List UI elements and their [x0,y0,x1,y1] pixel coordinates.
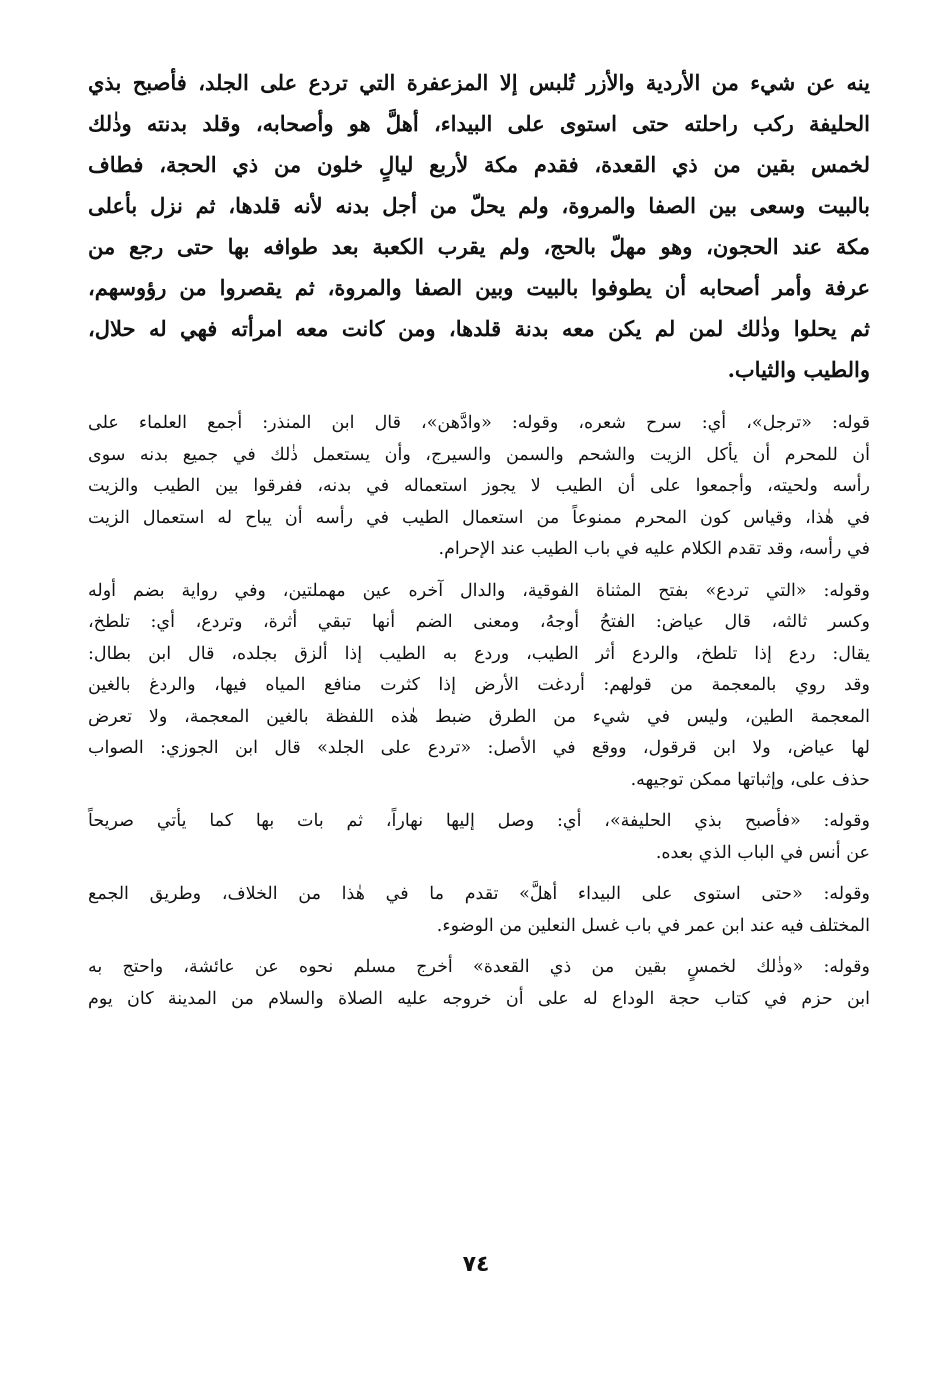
commentary-line: عن أنس في الباب الذي بعده. [655,842,870,863]
commentary-line: وقوله: «وذٰلك لخمسٍ بقين من ذي القعدة» أخرج مسلم نحوه عن عائشة، واحتج به [88,957,870,977]
commentary-paragraph [88,806,870,869]
commentary-paragraph [88,952,870,1015]
commentary-paragraph [88,408,870,566]
commentary-line: يقال: ردع إذا تلطخ، والردع أثر الطيب، وردع به الطيب إذا ألزق بجلده، قال ابن بطال: [88,643,870,664]
commentary-line: أن للمحرم أن يأكل الزيت والشحم والسمن والسيرج، وأن يستعمل ذٰلك في جميع بدنه سوى [88,444,870,465]
commentary-line: المختلف فيه عند ابن عمر في باب غسل النعلين من الوضوء. [436,915,870,936]
commentary-line: وقوله: «حتى استوى على البيداء أهلَّ» تقدم ما في هٰذا من الخلاف، وطريق الجمع [88,884,870,904]
hadith-line: مكة عند الحجون، وهو مهلّ بالحج، ولم يقرب الكعبة بعد طوافه بها حتى رجع من [88,234,870,259]
commentary-paragraph [88,879,870,942]
hadith-text [88,62,870,390]
hadith-line: الحليفة ركب راحلته حتى استوى على البيداء، أهلَّ هو وأصحابه، وقلد بدنته وذٰلك [88,111,870,136]
commentary-paragraph [88,576,870,797]
commentary-line: المعجمة الطين، وليس في شيء من الطرق ضبط هٰذه اللفظة بالغين المعجمة، ولا تعرض [88,706,870,727]
commentary-line: في رأسه، وقد تقدم الكلام عليه في باب الطيب عند الإحرام. [438,539,870,559]
commentary-line: رأسه ولحيته، وأجمعوا على أن الطيب لا يجوز استعماله في بدنه، ففرقوا بين الطيب والزيت [88,476,870,496]
commentary-line: حذف على، وإثباتها ممكن توجيهه. [630,769,870,790]
hadith-line: ينه عن شيء من الأردية والأزر تُلبس إلا المزعفرة التي تردع على الجلد، فأصبح بذي [88,70,870,95]
commentary-line: ابن حزم في كتاب حجة الوداع له على أن خروجه عليه الصلاة والسلام من المدينة كان يوم [88,988,870,1009]
hadith-line: لخمس بقين من ذي القعدة، فقدم مكة لأربع ليالٍ خلون من ذي الحجة، فطاف [88,152,870,177]
hadith-line: ثم يحلوا وذٰلك لمن لم يكن معه بدنة قلدها، ومن كانت معه امرأته فهي له حلال، [88,316,870,341]
commentary-line: وقوله: «فأصبح بذي الحليفة»، أي: وصل إليها نهاراً، ثم بات بها كما يأتي صريحاً [88,811,870,831]
page-number: ٧٤ [462,1252,490,1277]
commentary-line: وقد روي بالمعجمة من قولهم: أردغت الأرض إذا كثرت منافع المياه فيها، والردغ بالغين [88,675,870,695]
commentary-line: في هٰذا، وقياس كون المحرم ممنوعاً من استعمال الطيب في رأسه أن يباح له استعمال الزيت [88,507,870,528]
commentary-line: قوله: «ترجل»، أي: سرح شعره، وقوله: «وادَّهن»، قال ابن المنذر: أجمع العلماء على [88,413,870,433]
commentary-line: لها عياض، ولا ابن قرقول، ووقع في الأصل: «تردع على الجلد» قال ابن الجوزي: الصواب [88,738,870,758]
hadith-line: عرفة وأمر أصحابه أن يطوفوا بالبيت وبين الصفا والمروة، ثم يقصروا من رؤوسهم، [88,275,870,300]
commentary-line: وكسر ثالثه، قال عياض: الفتحُ أوجهُ، ومعنى الضم أنها تبقي أثرة، وتردع، أي: تلطخ، [88,612,870,632]
hadith-line: بالبيت وسعى بين الصفا والمروة، ولم يحلّ من أجل بدنه لأنه قلدها، ثم نزل بأعلى [88,193,870,218]
page-body [88,62,870,1025]
commentary-line: وقوله: «التي تردع» بفتح المثناة الفوقية، والدال آخره عين مهملتين، وفي رواية بضم أوله [88,580,870,601]
hadith-line: والطيب والثياب. [727,357,870,382]
